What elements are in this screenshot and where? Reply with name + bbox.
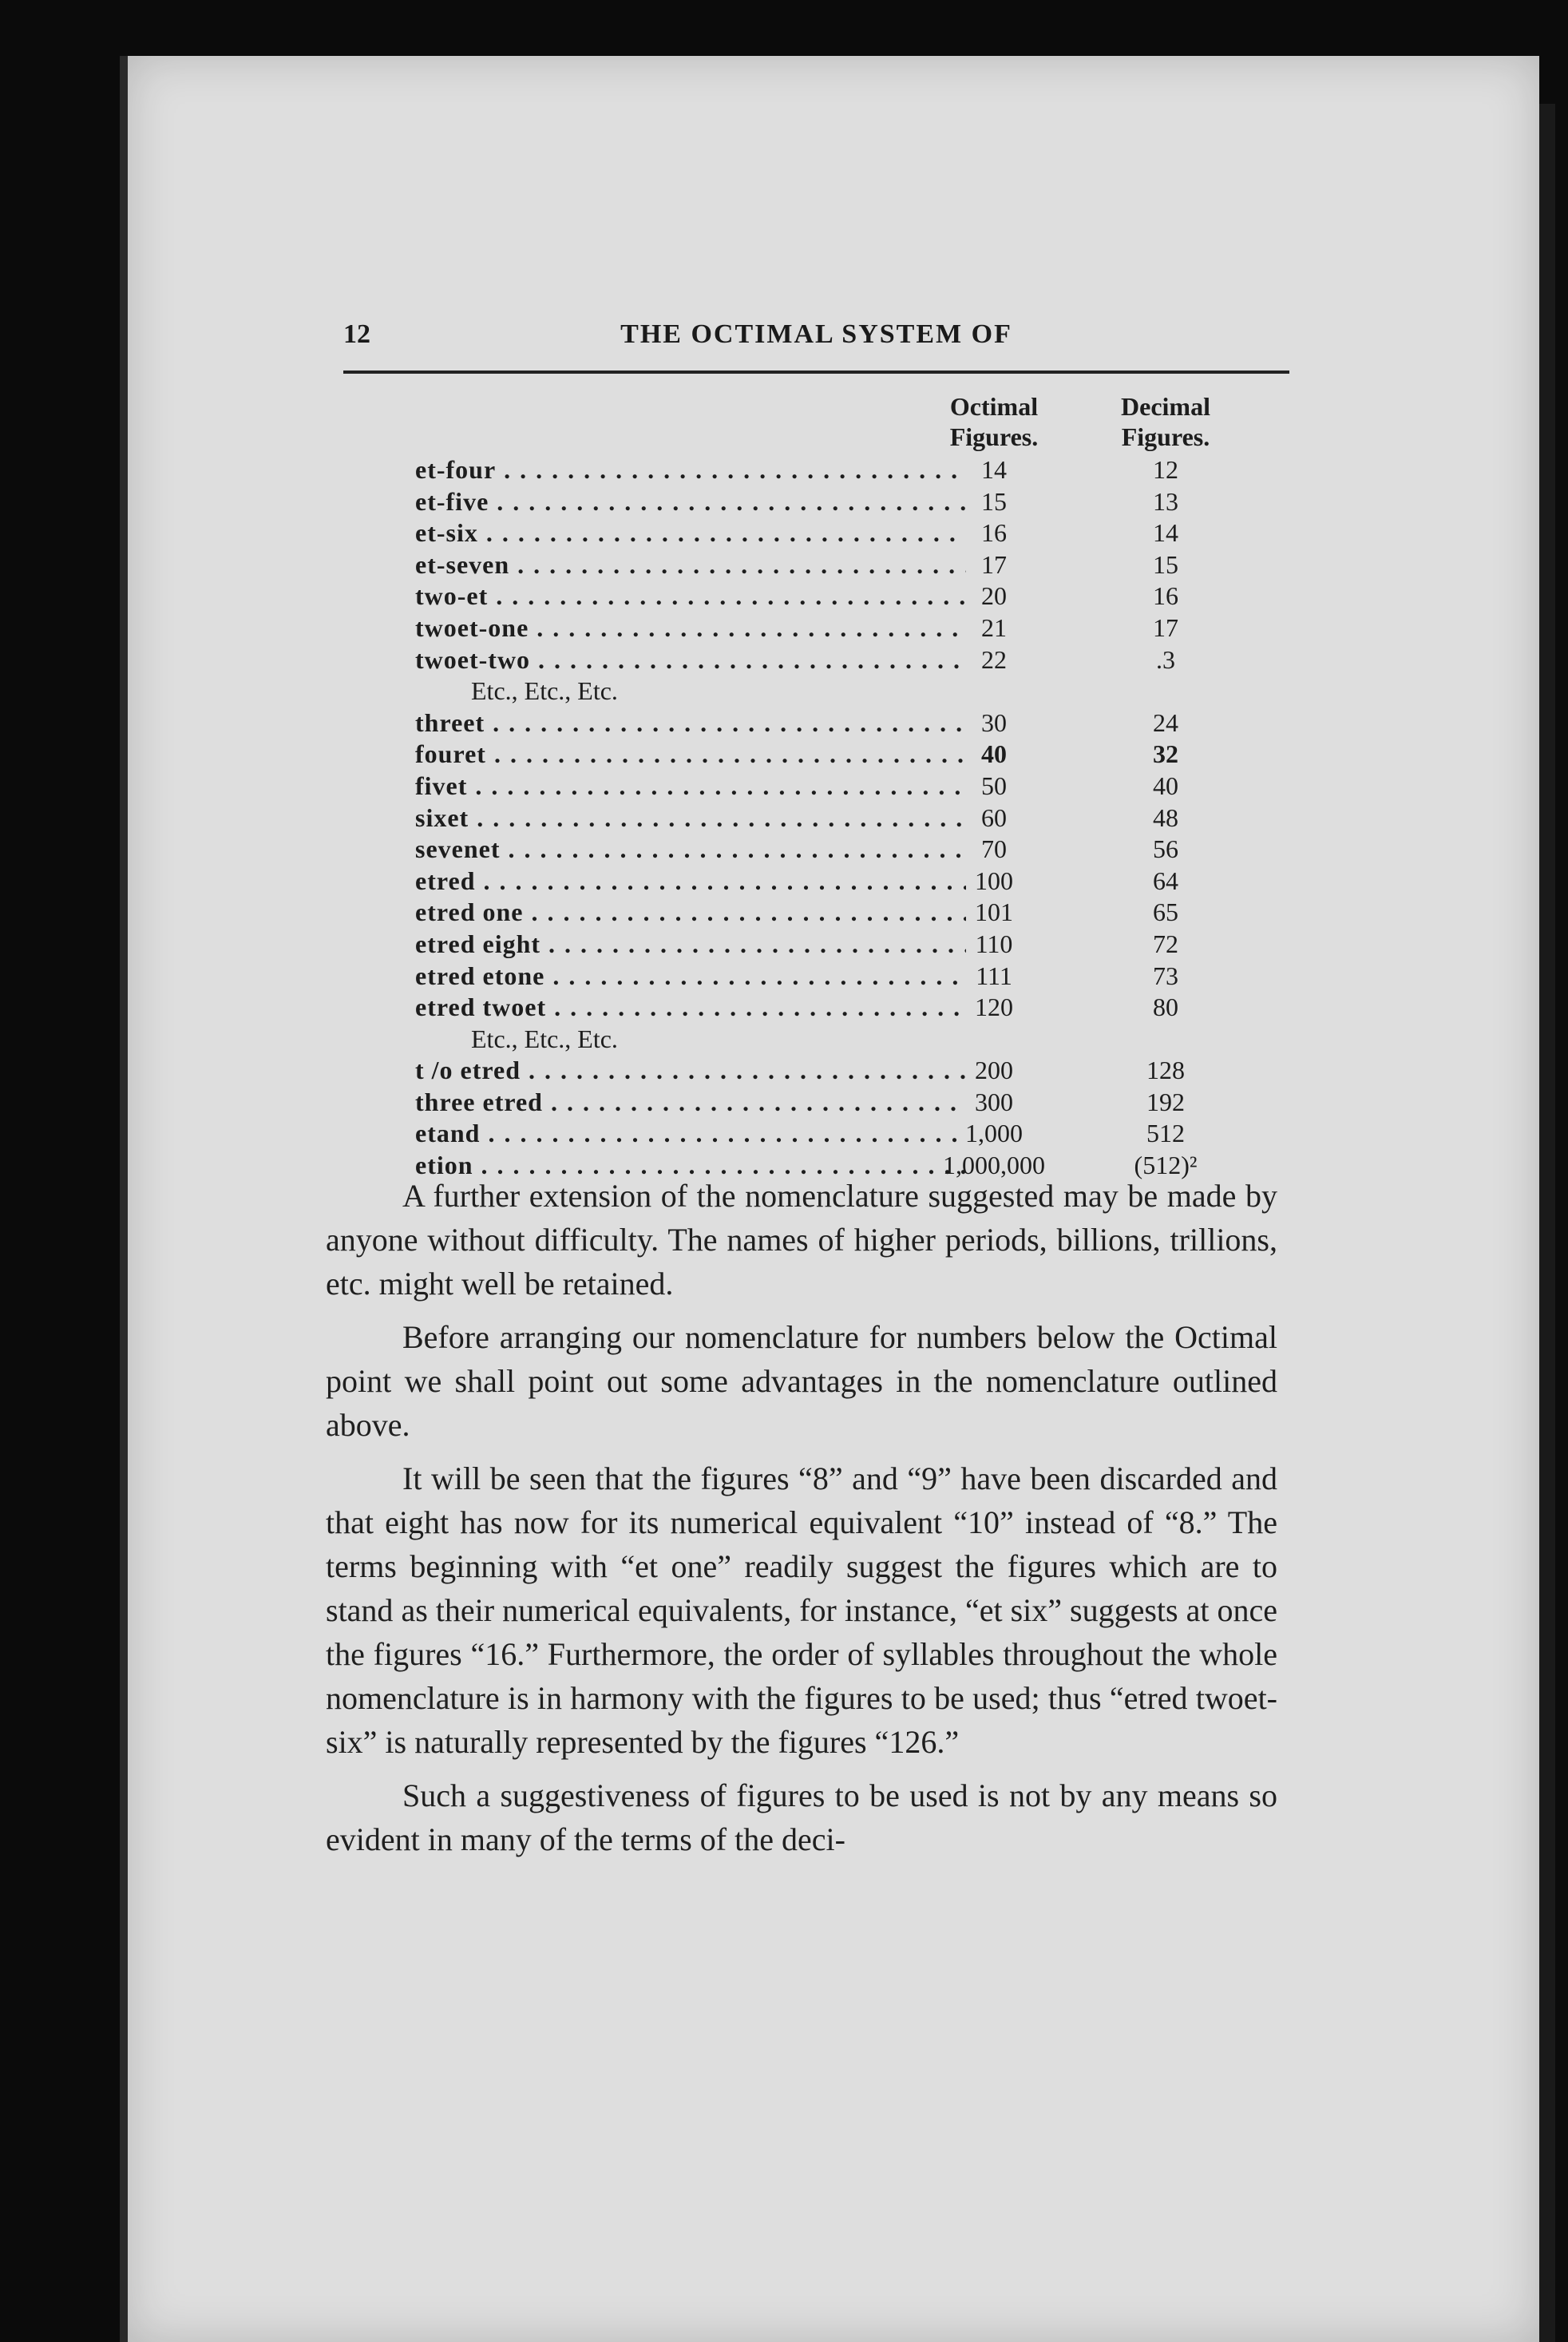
octimal-value: 101 [975, 898, 1013, 927]
table-row [415, 455, 1301, 487]
decimal-column-header [1090, 391, 1241, 452]
decimal-value: 192 [1146, 1087, 1185, 1116]
table-row [415, 1119, 1301, 1151]
etc-label: Etc., Etc., Etc. [471, 676, 618, 706]
table-row [415, 898, 1301, 929]
facing-page-edge [1539, 104, 1555, 2342]
term-label: et-seven . . . [415, 550, 966, 580]
table-row [415, 803, 1301, 835]
term-label: et-five . . . [415, 487, 966, 517]
term-label: twoet-one . . . [415, 613, 966, 643]
octimal-value: 1,000,000 [943, 1151, 1045, 1180]
octimal-value: 300 [975, 1087, 1013, 1116]
term-label: three etred . . . [415, 1088, 966, 1117]
decimal-value: 14 [1153, 518, 1178, 548]
octimal-value: 50 [981, 771, 1007, 800]
term-label: fivet . . . [415, 771, 966, 801]
table-row [415, 613, 1301, 645]
term-label: et-four . . . [415, 455, 966, 485]
etc-label: Etc., Etc., Etc. [471, 1024, 618, 1053]
table-row [415, 676, 1301, 708]
octimal-value: 60 [981, 802, 1007, 832]
term-label: etion . . . [415, 1151, 966, 1180]
decimal-value: (512)² [1134, 1151, 1198, 1180]
header-rule [343, 371, 1289, 374]
octimal-value: 1,000 [965, 1119, 1023, 1148]
decimal-header-line-1: Decimal [1121, 392, 1210, 421]
running-head: THE OCTIMAL SYSTEM OF [620, 319, 1012, 349]
table-row [415, 581, 1301, 613]
table-row [415, 866, 1301, 898]
octimal-header-line-1: Octimal [949, 392, 1039, 421]
octimal-value: 21 [981, 612, 1007, 642]
term-label: etred one . . . [415, 898, 966, 927]
page-header [343, 319, 1289, 367]
table-body [415, 455, 1301, 1183]
paragraph: A further extension of the nomenclature suggested may be made by anyone without difficulty. The names of higher periods, billions, trillions, etc. might well be retained. [326, 1178, 1277, 1302]
octimal-column-header [918, 391, 1070, 452]
decimal-value: 17 [1153, 612, 1178, 642]
table-column-headers [415, 391, 1301, 455]
table-row [415, 487, 1301, 519]
decimal-value: 13 [1153, 486, 1178, 516]
nomenclature-table [415, 391, 1301, 1183]
decimal-value: 73 [1153, 961, 1178, 990]
decimal-value: 48 [1153, 802, 1178, 832]
octimal-value: 16 [981, 518, 1007, 548]
octimal-header-line-2: Figures. [949, 422, 1039, 451]
octimal-value: 120 [975, 993, 1013, 1022]
octimal-value: 22 [981, 644, 1007, 674]
term-label: sixet . . . [415, 803, 966, 833]
decimal-value: 512 [1146, 1119, 1185, 1148]
term-label: etred etone . . . [415, 961, 966, 991]
paragraph: Such a suggestiveness of figures to be used is not by any means so evident in many of the terms of the deci- [326, 1777, 1277, 1857]
octimal-value: 100 [975, 866, 1013, 895]
octimal-value: 30 [981, 707, 1007, 737]
term-label: t /o etred . . . [415, 1056, 966, 1085]
paragraph: It will be seen that the figures “8” and “9” have been discarded and that eight has now for its numerical equivalent “10” instead of “8.” The terms beginning with “et one” readily suggest the figures which are to stand as their numerical equivalents, for instance, “et six” suggests at once the figures “16.” Furthermore, the order of syllables throughout the whole nomenclature is in harmony with the figures to be used; thus “etred twoet-six” is naturally represented by the figures “126.” [326, 1460, 1277, 1760]
octimal-value: 200 [975, 1056, 1013, 1085]
octimal-value: 20 [981, 581, 1007, 611]
table-row [415, 961, 1301, 993]
decimal-value: 64 [1153, 866, 1178, 895]
decimal-value: 15 [1153, 549, 1178, 579]
octimal-value: 15 [981, 486, 1007, 516]
body-text [326, 1174, 1277, 1871]
term-label: sevenet . . . [415, 834, 966, 864]
page-number: 12 [343, 319, 370, 349]
decimal-value: 56 [1153, 834, 1178, 864]
term-label: threet . . . [415, 708, 966, 738]
octimal-value: 111 [976, 961, 1012, 990]
table-row [415, 645, 1301, 677]
table-row [415, 739, 1301, 771]
table-row [415, 929, 1301, 961]
octimal-value: 70 [981, 834, 1007, 864]
decimal-value: .3 [1156, 644, 1175, 674]
table-row [415, 993, 1301, 1024]
term-label: etred eight . . . [415, 929, 966, 959]
table-row [415, 771, 1301, 803]
term-label: twoet-two . . . [415, 645, 966, 675]
paragraph: Before arranging our nomenclature for numbers below the Octimal point we shall point out some advantages in the nomenclature outlined above. [326, 1319, 1277, 1443]
term-label: two-et . . . [415, 581, 966, 611]
decimal-value: 16 [1153, 581, 1178, 611]
table-row [415, 1024, 1301, 1056]
term-label: etand . . . [415, 1119, 966, 1148]
term-label: etred twoet . . . [415, 993, 966, 1022]
table-row [415, 834, 1301, 866]
octimal-value: 14 [981, 455, 1007, 484]
decimal-header-line-2: Figures. [1121, 422, 1210, 451]
table-row [415, 1056, 1301, 1088]
term-label: etred . . . [415, 866, 966, 896]
table-row [415, 518, 1301, 550]
decimal-value: 72 [1153, 929, 1178, 958]
octimal-value: 17 [981, 549, 1007, 579]
decimal-value: 65 [1153, 898, 1178, 927]
decimal-value: 40 [1153, 771, 1178, 800]
term-label: et-six . . . [415, 518, 966, 548]
decimal-value: 24 [1153, 707, 1178, 737]
decimal-value: 32 [1153, 739, 1178, 769]
table-row [415, 550, 1301, 582]
table-row [415, 708, 1301, 740]
octimal-value: 110 [975, 929, 1013, 958]
table-row [415, 1088, 1301, 1119]
term-label: fouret . . . [415, 739, 966, 769]
decimal-value: 128 [1146, 1056, 1185, 1085]
octimal-value: 40 [981, 739, 1007, 769]
decimal-value: 80 [1153, 993, 1178, 1022]
decimal-value: 12 [1153, 455, 1178, 484]
